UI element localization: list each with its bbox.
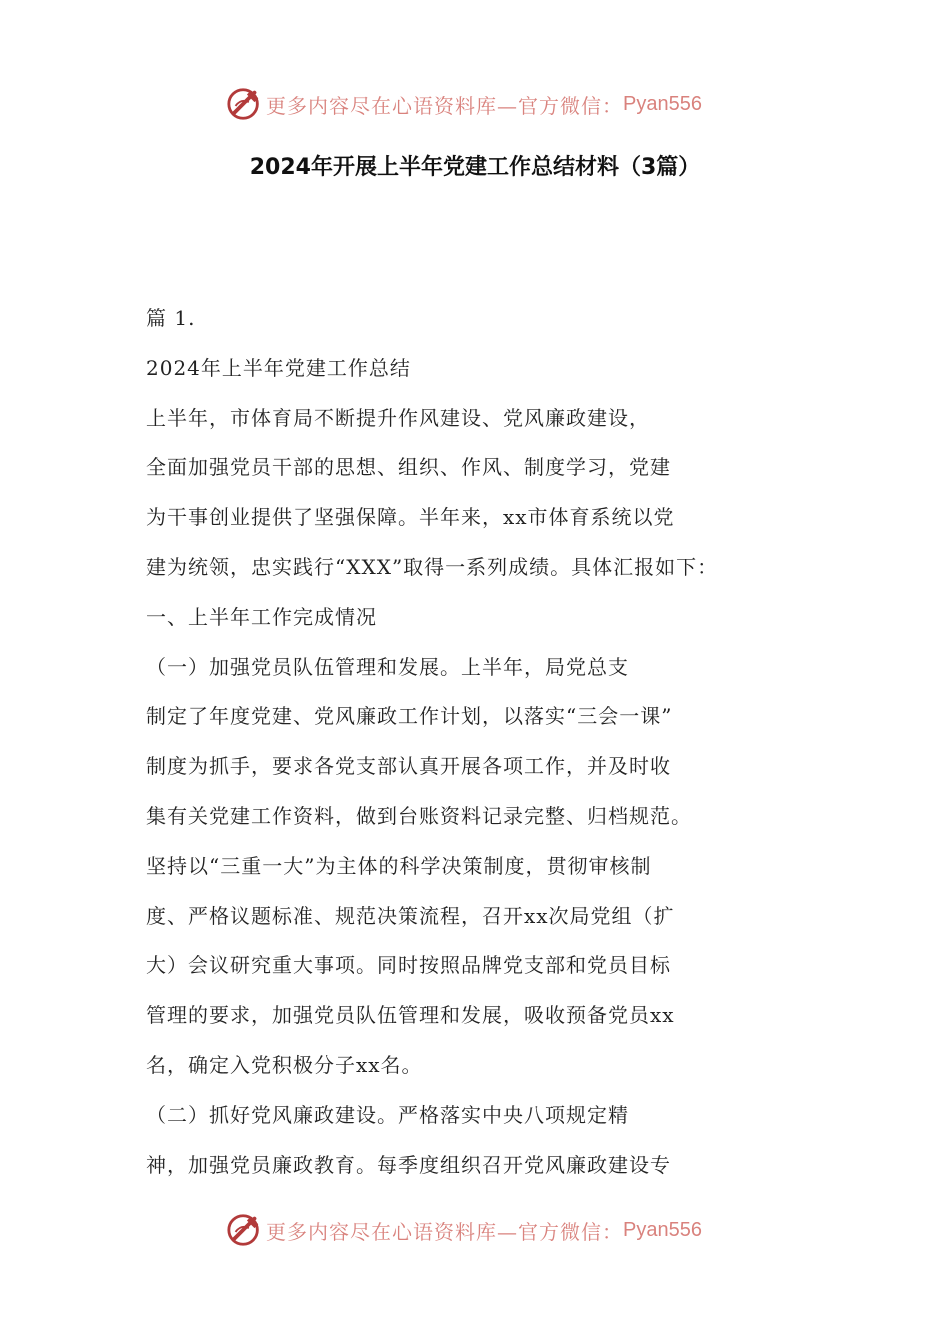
body-line: 篇 1. xyxy=(146,306,196,330)
body-line: 2024年上半年党建工作总结 xyxy=(146,355,411,380)
body-line: 为干事创业提供了坚强保障。半年来，xx市体育系统以党 xyxy=(146,505,675,530)
body-line: 制定了年度党建、党风廉政工作计划，以落实“三会一课” xyxy=(146,704,673,729)
body-line: 神，加强党员廉政教育。每季度组织召开党风廉政建设专 xyxy=(146,1152,671,1177)
body-line: 大）会议研究重大事项。同时按照品牌党支部和党员目标 xyxy=(146,953,671,978)
body-line: 上半年，市体育局不断提升作风建设、党风廉政建设， xyxy=(146,405,650,430)
body-line: 集有关党建工作资料，做到台账资料记录完整、归档规范。 xyxy=(146,803,692,828)
watermark-text: 更多内容尽在心语资料库—官方微信： xyxy=(266,93,623,118)
watermark-wechat-id: Pyan556 xyxy=(623,1218,702,1241)
body-line: 全面加强党员干部的思想、组织、作风、制度学习，党建 xyxy=(146,455,671,480)
body-line: 建为统领，忠实践行“XXX”取得一系列成绩。具体汇报如下： xyxy=(146,554,719,579)
watermark-banner-top xyxy=(0,82,950,126)
watermark-wechat-id: Pyan556 xyxy=(623,92,702,115)
pen-seal-icon xyxy=(226,1211,264,1249)
document-title: 2024年开展上半年党建工作总结材料（3篇） xyxy=(249,155,701,180)
watermark-text: 更多内容尽在心语资料库—官方微信： xyxy=(266,1219,623,1244)
pen-seal-icon xyxy=(226,85,264,123)
watermark-banner-bottom xyxy=(0,1208,950,1252)
body-line: 一、上半年工作完成情况 xyxy=(146,604,377,629)
body-line: （一）加强党员队伍管理和发展。上半年，局党总支 xyxy=(146,654,629,679)
body-line: 度、严格议题标准、规范决策流程，召开xx次局党组（扩 xyxy=(146,903,675,928)
body-line: 坚持以“三重一大”为主体的科学决策制度，贯彻审核制 xyxy=(146,853,652,878)
body-line: 制度为抓手，要求各党支部认真开展各项工作，并及时收 xyxy=(146,754,671,779)
body-line: （二）抓好党风廉政建设。严格落实中央八项规定精 xyxy=(146,1102,629,1127)
body-line: 管理的要求，加强党员队伍管理和发展，吸收预备党员xx xyxy=(146,1003,675,1028)
document-body xyxy=(146,300,766,1196)
body-line: 名，确定入党积极分子xx名。 xyxy=(146,1052,423,1077)
